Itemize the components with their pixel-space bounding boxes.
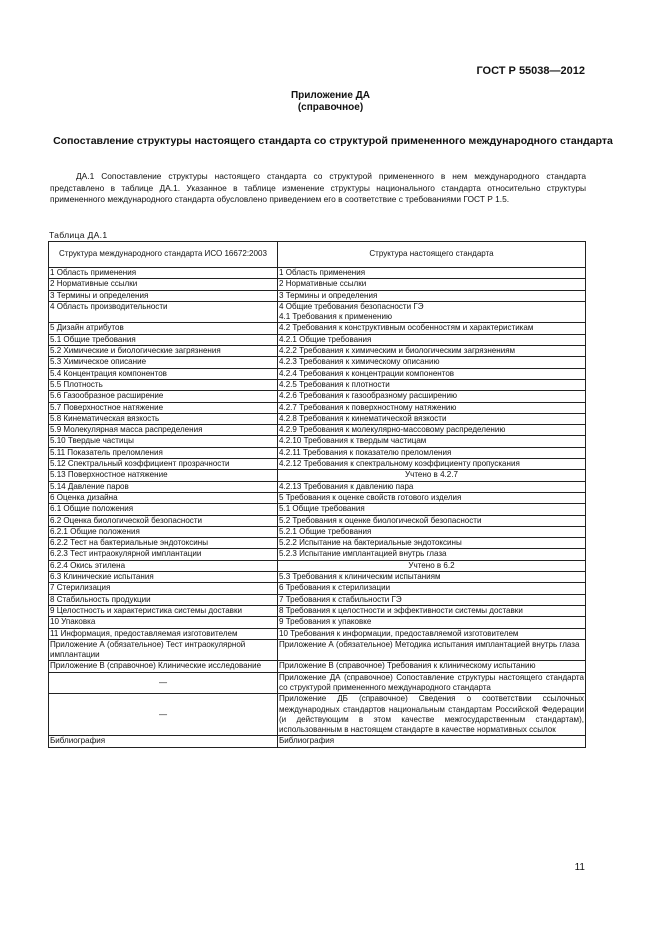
cell-international: 9 Целостность и характеристика системы доставки xyxy=(49,605,278,616)
appendix-subtitle: (справочное) xyxy=(297,102,364,113)
cell-international: 5.9 Молекулярная масса распределения xyxy=(49,425,278,436)
table-row xyxy=(49,391,586,402)
cell-national: Учтено в 6.2 xyxy=(278,560,586,571)
header-national-structure: Структура настоящего стандарта xyxy=(278,242,586,268)
cell-national: 4.2.8 Требования к кинематической вязкости xyxy=(278,413,586,424)
table-row xyxy=(49,605,586,616)
cell-international: 5.8 Кинематическая вязкость xyxy=(49,413,278,424)
table-row xyxy=(49,515,586,526)
cell-national: 5 Требования к оценке свойств готового изделия xyxy=(278,492,586,503)
cell-national: 4 Общие требования безопасности ГЭ 4.1 Требования к применению xyxy=(278,301,586,323)
cell-national: 4.2.6 Требования к газообразному расширению xyxy=(278,391,586,402)
cell-international: 6.2.3 Тест интраокулярной имплантации xyxy=(49,549,278,560)
cell-national: Учтено в 4.2.7 xyxy=(278,470,586,481)
cell-national: 4.2.12 Требования к спектральному коэффициенту пропускания xyxy=(278,459,586,470)
table-row xyxy=(49,436,586,447)
cell-international: 5.5 Плотность xyxy=(49,379,278,390)
cell-international: 5.12 Спектральный коэффициент прозрачности xyxy=(49,459,278,470)
table-row xyxy=(49,413,586,424)
cell-international: 6.1 Общие положения xyxy=(49,504,278,515)
cell-international: 6.2.1 Общие положения xyxy=(49,526,278,537)
table-row xyxy=(49,617,586,628)
cell-national: Библиография xyxy=(278,736,586,747)
cell-national: 4.2.1 Общие требования xyxy=(278,334,586,345)
cell-national: Приложение ДА (справочное) Сопоставление структуры настоящего стандарта со структурой примененного международного стандарта xyxy=(279,672,584,692)
table-row xyxy=(49,572,586,583)
cell-international: 6.3 Клинические испытания xyxy=(49,572,278,583)
table-row xyxy=(49,357,586,368)
cell-national: 5.2.3 Испытание имплантацией внутрь глаза xyxy=(278,549,586,560)
table-caption: Таблица ДА.1 xyxy=(49,230,108,240)
header-international-structure: Структура международного стандарта ИСО 16672:2003 xyxy=(49,242,278,268)
cell-national: 5.3 Требования к клиническим испытаниям xyxy=(278,572,586,583)
table-row xyxy=(49,492,586,503)
cell-international: 5.2 Химические и биологические загрязнения xyxy=(49,346,278,357)
cell-international: 2 Нормативные ссылки xyxy=(49,279,278,290)
cell-national: 5.2.2 Испытание на бактериальные эндотоксины xyxy=(278,538,586,549)
cell-international: Библиография xyxy=(49,736,278,747)
table-row xyxy=(49,402,586,413)
cell-national: 4.2.13 Требования к давлению пара xyxy=(278,481,586,492)
structure-comparison-table xyxy=(48,241,586,748)
cell-national: 7 Требования к стабильности ГЭ xyxy=(278,594,586,605)
table-row xyxy=(49,628,586,639)
table-row xyxy=(49,594,586,605)
cell-national: 4.2.3 Требования к химическому описанию xyxy=(278,357,586,368)
cell-national: 9 Требования к упаковке xyxy=(278,617,586,628)
cell-international: 5.14 Давление паров xyxy=(49,481,278,492)
cell-international: 5.13 Поверхностное натяжение xyxy=(49,470,278,481)
intro-paragraph: ДА.1 Сопоставление структуры настоящего стандарта со структурой примененного в нем международного стандарта представлено в таблице ДА.1. Указанное в таблице изменение структуры национального стандарта относительно структуры примененного международного стандарта обусловлено приведением его в соответствие с требованиями ГОСТ Р 1.5. xyxy=(50,171,586,205)
table-row xyxy=(49,268,586,279)
cell-international: 6.2.4 Окись этилена xyxy=(49,560,278,571)
cell-international: 5.3 Химическое описание xyxy=(49,357,278,368)
cell-international: 5.4 Концентрация компонентов xyxy=(49,368,278,379)
cell-national: 4.2.11 Требования к показателю преломления xyxy=(278,447,586,458)
cell-international: 11 Информация, предоставляемая изготовителем xyxy=(49,628,278,639)
table-row xyxy=(49,504,586,515)
cell-national: 2 Нормативные ссылки xyxy=(278,279,586,290)
table-row xyxy=(49,279,586,290)
appendix-heading xyxy=(0,90,661,114)
table-header-row xyxy=(49,242,586,268)
cell-international: 7 Стерилизация xyxy=(49,583,278,594)
cell-national: 1 Область применения xyxy=(278,268,586,279)
cell-national: 5.1 Общие требования xyxy=(278,504,586,515)
cell-international: — xyxy=(49,694,278,736)
table-row xyxy=(49,379,586,390)
table-row xyxy=(49,290,586,301)
cell-national: 3 Термины и определения xyxy=(278,290,586,301)
cell-national: 4.2.2 Требования к химическим и биологическим загрязнениям xyxy=(278,346,586,357)
cell-international: Приложение В (справочное) Клинические исследование xyxy=(49,661,278,672)
table-row xyxy=(49,481,586,492)
cell-international: 5.6 Газообразное расширение xyxy=(49,391,278,402)
cell-international: 6.2.2 Тест на бактериальные эндотоксины xyxy=(49,538,278,549)
cell-national: 4.2 Требования к конструктивным особенностям и характеристикам xyxy=(278,323,586,334)
table-row xyxy=(49,346,586,357)
cell-national: Приложение В (справочное) Требования к клиническому испытанию xyxy=(278,661,586,672)
table-row xyxy=(49,425,586,436)
page-number: 11 xyxy=(574,862,585,873)
table-row xyxy=(49,538,586,549)
table-row xyxy=(49,334,586,345)
table-row xyxy=(49,560,586,571)
cell-national: 4.2.5 Требования к плотности xyxy=(278,379,586,390)
cell-international: 6 Оценка дизайна xyxy=(49,492,278,503)
cell-international: 10 Упаковка xyxy=(49,617,278,628)
standard-designation: ГОСТ Р 55038—2012 xyxy=(476,65,585,77)
cell-national: 5.2.1 Общие требования xyxy=(278,526,586,537)
cell-international: 5.11 Показатель преломления xyxy=(49,447,278,458)
table-row xyxy=(49,549,586,560)
cell-national: Приложение ДБ (справочное) Сведения о соответствии ссылочных международных стандартов национальным стандартам Российской Федерации (и действующим в этом качестве межгосударственным стандартам), использованным в настоящем стандарте в качестве нормативных ссылок xyxy=(279,694,584,735)
cell-international: 4 Область производительности xyxy=(49,301,278,323)
table-row xyxy=(49,583,586,594)
table-row xyxy=(49,736,586,747)
cell-national: 6 Требования к стерилизации xyxy=(278,583,586,594)
cell-international: 3 Термины и определения xyxy=(49,290,278,301)
table-row xyxy=(49,694,586,736)
cell-national: 4.2.9 Требования к молекулярно-массовому распределению xyxy=(278,425,586,436)
section-title: Сопоставление структуры настоящего стандарта со структурой примененного международного стандарта xyxy=(53,135,613,147)
table-row xyxy=(49,470,586,481)
cell-national: 4.2.4 Требования к концентрации компонентов xyxy=(278,368,586,379)
table-row xyxy=(49,323,586,334)
cell-national: 10 Требования к информации, предоставляемой изготовителем xyxy=(278,628,586,639)
cell-international: 5.10 Твердые частицы xyxy=(49,436,278,447)
table-row xyxy=(49,447,586,458)
cell-national: 4.2.7 Требования к поверхностному натяжению xyxy=(278,402,586,413)
cell-international: Приложение А (обязательное) Тест интраокулярной имплантации xyxy=(49,639,278,661)
cell-national: 5.2 Требования к оценке биологической безопасности xyxy=(278,515,586,526)
cell-international: 1 Область применения xyxy=(49,268,278,279)
table-row xyxy=(49,301,586,323)
cell-international: 6.2 Оценка биологической безопасности xyxy=(49,515,278,526)
cell-international: 5 Дизайн атрибутов xyxy=(49,323,278,334)
cell-international: 5.1 Общие требования xyxy=(49,334,278,345)
table-row xyxy=(49,526,586,537)
cell-national: 8 Требования к целостности и эффективности системы доставки xyxy=(278,605,586,616)
cell-international: 8 Стабильность продукции xyxy=(49,594,278,605)
cell-international: 5.7 Поверхностное натяжение xyxy=(49,402,278,413)
cell-national: 4.2.10 Требования к твердым частицам xyxy=(278,436,586,447)
cell-international: — xyxy=(49,672,278,694)
appendix-title: Приложение ДА xyxy=(290,90,371,101)
cell-national: Приложение А (обязательное) Методика испытания имплантацией внутрь глаза xyxy=(278,639,586,661)
table-row xyxy=(49,639,586,661)
table-row xyxy=(49,368,586,379)
table-row xyxy=(49,672,586,694)
table-row xyxy=(49,459,586,470)
table-row xyxy=(49,661,586,672)
